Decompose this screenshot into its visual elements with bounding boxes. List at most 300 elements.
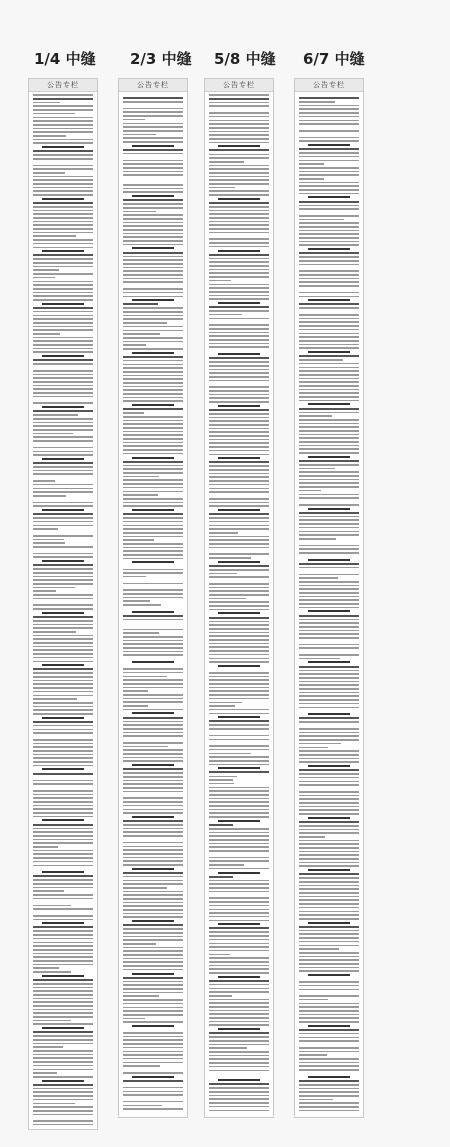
text-line — [209, 828, 269, 830]
text-line — [33, 539, 64, 541]
text-line — [33, 1088, 93, 1090]
text-line — [123, 461, 183, 463]
text-line — [209, 887, 269, 889]
text-line — [123, 932, 183, 934]
text-line — [299, 389, 359, 391]
text-line — [33, 594, 93, 596]
text-line — [123, 211, 156, 213]
text-line — [209, 787, 269, 789]
text-line — [123, 400, 183, 402]
text-line — [123, 958, 183, 960]
text-line — [33, 598, 93, 600]
newspaper-column-1-4 — [28, 78, 98, 1130]
text-line — [209, 324, 269, 326]
text-line — [209, 369, 269, 371]
text-line — [33, 484, 93, 486]
text-line — [123, 905, 183, 907]
text-line — [33, 808, 93, 810]
text-line — [123, 134, 156, 136]
text-line — [33, 1120, 93, 1122]
text-line — [123, 303, 158, 305]
text-line — [33, 890, 64, 892]
text-line — [123, 651, 183, 653]
text-line — [209, 314, 242, 316]
text-line — [42, 871, 84, 873]
text-line — [299, 1095, 359, 1097]
text-line — [33, 232, 93, 234]
text-line — [33, 299, 93, 301]
text-line — [299, 1029, 359, 1031]
text-line — [209, 179, 269, 181]
text-line — [299, 148, 359, 150]
text-line — [299, 152, 359, 154]
text-line — [209, 728, 269, 730]
text-line — [33, 495, 66, 497]
text-line — [299, 519, 359, 521]
text-line — [123, 820, 183, 822]
text-line — [209, 749, 269, 751]
text-line — [299, 581, 359, 583]
text-line — [299, 415, 332, 417]
text-line — [209, 287, 269, 289]
text-line — [299, 215, 359, 217]
text-line — [299, 681, 359, 683]
text-line — [209, 771, 269, 773]
text-line — [308, 351, 350, 353]
text-line — [209, 420, 269, 422]
text-line — [123, 341, 183, 343]
text-line — [209, 816, 269, 818]
text-line — [209, 105, 269, 107]
text-line — [33, 1054, 93, 1056]
text-line — [209, 760, 269, 762]
text-line — [299, 527, 359, 529]
text-line — [209, 798, 269, 800]
text-line — [299, 504, 359, 506]
text-line — [299, 97, 359, 99]
text-line — [299, 1051, 359, 1053]
text-line — [33, 801, 93, 803]
text-line — [299, 482, 359, 484]
text-line — [299, 468, 335, 470]
text-line — [33, 311, 93, 313]
text-line — [33, 410, 93, 412]
text-line — [299, 684, 359, 686]
text-line — [299, 1088, 359, 1090]
text-line — [209, 127, 269, 129]
text-line — [123, 153, 183, 155]
text-line — [123, 375, 183, 377]
text-line — [33, 942, 93, 944]
text-line — [42, 1080, 84, 1082]
text-line — [209, 661, 269, 663]
text-line — [33, 850, 93, 852]
text-line — [123, 360, 183, 362]
text-line — [33, 388, 93, 390]
text-line — [209, 318, 269, 320]
text-line — [209, 864, 244, 866]
text-line — [42, 406, 84, 408]
text-line — [299, 721, 359, 723]
text-line — [33, 875, 93, 877]
text-line — [308, 299, 350, 301]
text-line — [209, 454, 269, 456]
text-line — [132, 195, 174, 197]
text-line — [299, 658, 340, 660]
text-line — [33, 333, 60, 335]
text-line — [299, 918, 359, 920]
text-line — [209, 276, 269, 278]
text-line — [209, 713, 269, 715]
text-line — [123, 857, 183, 859]
text-line — [33, 624, 93, 626]
text-line — [308, 456, 350, 458]
text-line — [123, 476, 159, 478]
text-line — [123, 1080, 183, 1082]
text-line — [33, 363, 93, 365]
text-line — [308, 922, 350, 924]
text-line — [299, 237, 359, 239]
text-line — [209, 573, 237, 575]
text-line — [123, 999, 183, 1001]
label-5-8: 5/8 中缝 — [214, 50, 276, 68]
text-line — [209, 650, 269, 652]
text-line — [123, 1007, 183, 1009]
text-line — [209, 1098, 269, 1100]
text-line — [33, 139, 93, 141]
text-line — [33, 190, 93, 192]
text-line — [209, 469, 269, 471]
text-line — [209, 194, 269, 196]
text-line — [299, 307, 359, 309]
text-line — [123, 97, 183, 99]
text-line — [42, 819, 84, 821]
text-line — [123, 909, 183, 911]
text-line — [209, 832, 269, 834]
text-line — [209, 513, 269, 515]
text-line — [123, 1091, 183, 1093]
text-line — [33, 960, 93, 962]
text-line — [123, 721, 183, 723]
text-line — [299, 644, 359, 646]
text-line — [299, 967, 359, 969]
newspaper-column-6-7 — [294, 78, 364, 1118]
text-line — [33, 956, 93, 958]
text-line — [209, 217, 269, 219]
text-line — [209, 98, 269, 100]
text-line — [209, 1055, 269, 1057]
text-line — [123, 768, 183, 770]
text-line — [123, 468, 183, 470]
text-line — [33, 315, 93, 317]
text-line — [209, 346, 269, 348]
text-line — [33, 1012, 93, 1014]
text-line — [299, 531, 359, 533]
text-line — [33, 883, 93, 885]
text-line — [33, 128, 93, 130]
text-line — [123, 483, 183, 485]
text-line — [299, 359, 343, 361]
text-line — [299, 270, 359, 272]
text-line — [123, 947, 183, 949]
text-line — [218, 250, 260, 252]
text-line — [209, 401, 269, 403]
text-line — [123, 728, 183, 730]
text-line — [299, 970, 359, 972]
text-line — [299, 285, 359, 287]
text-line — [42, 560, 84, 562]
text-line — [123, 149, 183, 151]
text-line — [42, 922, 84, 924]
text-line — [299, 1110, 359, 1112]
text-line — [308, 559, 350, 561]
text-line — [123, 256, 183, 258]
text-line — [299, 754, 359, 756]
text-line — [209, 161, 244, 163]
text-line — [123, 783, 183, 785]
text-line — [33, 709, 93, 711]
text-line — [33, 668, 93, 670]
text-line — [123, 694, 183, 696]
newspaper-column-2-3 — [118, 78, 188, 1118]
text-line — [33, 754, 93, 756]
text-line — [123, 732, 183, 734]
text-line — [123, 846, 183, 848]
text-line — [209, 376, 269, 378]
text-line — [299, 899, 359, 901]
text-line — [123, 1065, 160, 1067]
text-line — [299, 956, 359, 958]
text-line — [123, 1058, 183, 1060]
text-line — [33, 1046, 63, 1048]
text-line — [299, 123, 359, 125]
text-line — [33, 440, 93, 442]
text-line — [308, 974, 350, 976]
text-line — [209, 261, 269, 263]
text-line — [299, 370, 359, 372]
text-line — [299, 486, 359, 488]
text-line — [123, 472, 183, 474]
text-line — [299, 795, 359, 797]
text-line — [299, 739, 359, 741]
text-line — [123, 270, 183, 272]
text-line — [123, 977, 183, 979]
text-line — [209, 1066, 269, 1068]
text-line — [123, 724, 183, 726]
text-line — [33, 572, 93, 574]
text-line — [209, 539, 269, 541]
text-line — [132, 404, 174, 406]
text-line — [123, 801, 183, 803]
text-line — [123, 701, 183, 703]
text-line — [33, 646, 93, 648]
text-line — [299, 747, 328, 749]
text-line — [33, 1072, 57, 1074]
text-line — [123, 772, 183, 774]
text-line — [209, 809, 269, 811]
text-line — [209, 465, 269, 467]
text-line — [209, 935, 269, 937]
text-line — [123, 307, 183, 309]
text-line — [33, 254, 93, 256]
text-line — [299, 948, 339, 950]
text-line — [33, 179, 93, 181]
text-line — [299, 847, 359, 849]
text-line — [209, 857, 269, 859]
text-line — [209, 946, 269, 948]
text-line — [33, 194, 93, 196]
text-line — [299, 1006, 359, 1008]
text-line — [123, 746, 168, 748]
text-line — [209, 1087, 269, 1089]
text-line — [299, 552, 359, 554]
text-line — [299, 607, 359, 609]
text-line — [299, 851, 359, 853]
text-line — [123, 984, 183, 986]
text-line — [33, 213, 93, 215]
text-line — [33, 517, 93, 519]
text-line — [299, 344, 359, 346]
text-line — [33, 1009, 93, 1011]
text-line — [42, 355, 84, 357]
text-line — [209, 532, 238, 534]
text-line — [218, 976, 260, 978]
text-line — [308, 661, 350, 663]
text-line — [299, 105, 359, 107]
text-line — [209, 1110, 269, 1112]
text-line — [308, 765, 350, 767]
text-line — [209, 484, 269, 486]
text-line — [33, 402, 93, 404]
text-line — [308, 196, 350, 198]
text-line — [33, 414, 78, 416]
text-line — [299, 873, 359, 875]
text-line — [33, 590, 56, 592]
text-line — [123, 950, 183, 952]
text-line — [33, 473, 93, 475]
text-line — [209, 705, 235, 707]
text-line — [299, 703, 359, 705]
text-line — [123, 513, 183, 515]
text-line — [123, 547, 183, 549]
text-line — [123, 1094, 183, 1096]
text-line — [209, 720, 269, 722]
text-line — [33, 672, 93, 674]
text-line — [123, 364, 183, 366]
text-line — [123, 465, 183, 467]
text-line — [209, 950, 269, 952]
text-line — [123, 965, 183, 967]
text-line — [33, 967, 59, 969]
text-line — [299, 163, 324, 165]
text-line — [123, 1051, 183, 1053]
text-line — [123, 753, 183, 755]
text-line — [308, 508, 350, 510]
text-line — [123, 1036, 183, 1038]
text-line — [132, 816, 174, 818]
text-line — [123, 420, 183, 422]
text-line — [218, 612, 260, 614]
text-line — [132, 973, 174, 975]
text-line — [123, 916, 183, 918]
text-line — [33, 418, 93, 420]
text-line — [33, 687, 93, 689]
text-line — [123, 1087, 183, 1089]
text-line — [299, 981, 359, 983]
text-line — [299, 171, 359, 173]
text-line — [123, 222, 183, 224]
text-line — [33, 702, 93, 704]
text-line — [132, 764, 174, 766]
text-line — [209, 1062, 269, 1064]
text-line — [299, 156, 359, 158]
text-line — [218, 405, 260, 407]
text-line — [299, 1099, 333, 1101]
text-line — [123, 894, 183, 896]
text-line — [209, 476, 269, 478]
text-line — [209, 154, 269, 156]
text-line — [299, 941, 359, 943]
text-line — [209, 739, 269, 741]
text-line — [123, 274, 183, 276]
text-line — [123, 698, 183, 700]
text-line — [123, 267, 183, 269]
text-line — [299, 226, 359, 228]
text-line — [33, 1023, 93, 1025]
text-line — [209, 221, 269, 223]
text-line — [299, 761, 359, 763]
text-line — [33, 396, 93, 398]
text-line — [33, 971, 71, 973]
text-line — [123, 717, 183, 719]
label-6-7: 6/7 中缝 — [303, 50, 365, 68]
text-line — [209, 724, 269, 726]
text-line — [209, 880, 269, 882]
text-line — [299, 490, 321, 492]
text-line — [123, 776, 183, 778]
text-line — [33, 202, 93, 204]
text-line — [299, 832, 359, 834]
text-line — [123, 636, 183, 638]
text-line — [209, 961, 269, 963]
text-line — [132, 611, 174, 613]
text-line — [123, 604, 161, 606]
text-line — [299, 798, 359, 800]
text-line — [132, 661, 174, 663]
text-line — [123, 643, 183, 645]
text-line — [299, 1054, 327, 1056]
text-line — [299, 1106, 359, 1108]
text-line — [209, 390, 269, 392]
text-line — [299, 201, 359, 203]
text-line — [123, 583, 183, 585]
text-line — [33, 277, 55, 279]
text-line — [123, 423, 183, 425]
text-line — [299, 274, 359, 276]
text-line — [209, 473, 269, 475]
text-line — [33, 642, 93, 644]
text-line — [209, 905, 269, 907]
text-line — [33, 239, 93, 241]
text-line — [33, 998, 93, 1000]
text-line — [123, 505, 183, 507]
text-line — [299, 930, 359, 932]
text-line — [123, 311, 183, 313]
text-line — [299, 865, 359, 867]
text-line — [209, 968, 269, 970]
text-line — [299, 178, 324, 180]
text-line — [123, 835, 183, 837]
